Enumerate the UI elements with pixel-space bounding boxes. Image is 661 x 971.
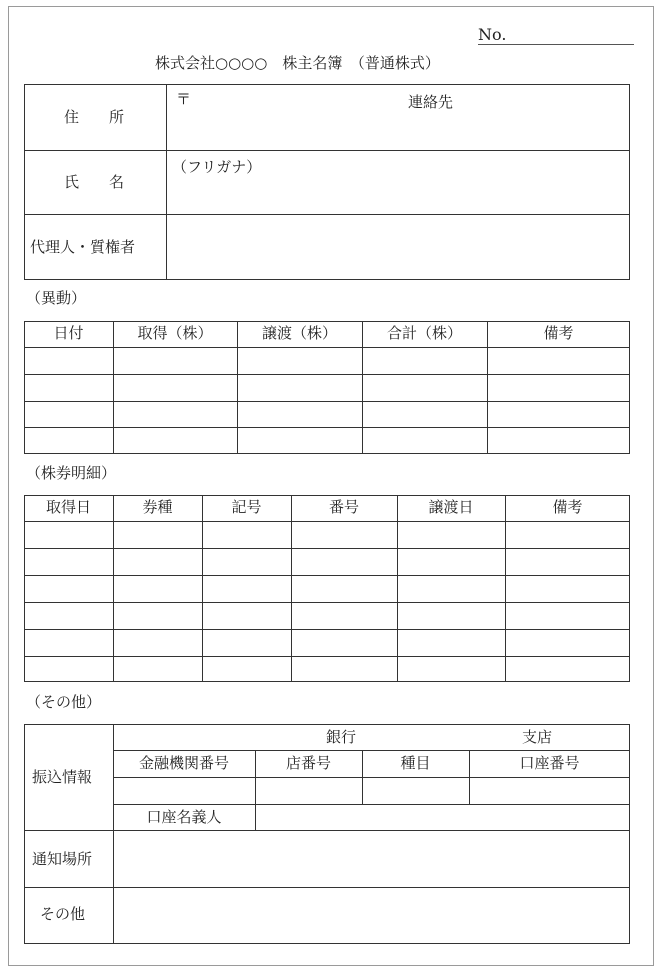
column-divider: [397, 495, 398, 682]
misc-field[interactable]: [114, 888, 629, 943]
agent-label: 代理人・質権者: [30, 238, 136, 256]
changes-col-date: 日付: [53, 324, 84, 342]
row-divider: [24, 401, 630, 402]
account-holder-label: 口座名義人: [146, 808, 222, 826]
column-divider: [505, 495, 506, 682]
bank-name-field[interactable]: [114, 725, 324, 749]
notice-place-label: 通知場所: [32, 850, 93, 868]
row-divider: [24, 347, 630, 348]
misc-label: その他: [40, 905, 86, 923]
transfer-info-label: 振込情報: [32, 768, 93, 786]
name-field[interactable]: [167, 151, 629, 213]
account-holder-field[interactable]: [256, 805, 629, 829]
certificates-table: [24, 495, 630, 682]
page-title: 株式会社○○○○ 株主名簿 （普通株式）: [155, 54, 440, 72]
changes-col-remarks: 備考: [543, 324, 574, 342]
account-number-label: 口座番号: [519, 754, 580, 772]
address-label: 住 所: [64, 108, 125, 126]
column-divider: [202, 495, 203, 682]
cert-col-number: 番号: [328, 498, 359, 516]
row-divider: [24, 427, 630, 428]
row-divider: [24, 656, 630, 657]
changes-col-transferred: 譲渡（株）: [261, 324, 337, 342]
row-divider: [24, 602, 630, 603]
row-divider: [113, 750, 630, 751]
branch-name-field[interactable]: [362, 725, 520, 749]
address-field[interactable]: [167, 85, 629, 149]
changes-section-label: （異動）: [26, 289, 87, 307]
row-divider: [24, 548, 630, 549]
column-divider: [291, 495, 292, 682]
branch-label: 支店: [522, 728, 553, 746]
postal-mark: 〒: [176, 90, 192, 108]
row-divider: [24, 374, 630, 375]
row-divider: [24, 575, 630, 576]
row-divider: [24, 521, 630, 522]
changes-col-total: 合計（株）: [386, 324, 462, 342]
cert-col-remarks: 備考: [552, 498, 583, 516]
certificates-section-label: （株券明細）: [26, 464, 117, 482]
name-label: 氏 名: [64, 173, 125, 191]
row-divider: [113, 777, 630, 778]
cert-col-type: 券種: [142, 498, 173, 516]
account-type-label: 種目: [400, 754, 431, 772]
bank-code-label: 金融機関番号: [138, 754, 229, 772]
cert-col-transfer-date: 譲渡日: [428, 498, 474, 516]
row-divider: [24, 629, 630, 630]
changes-col-acquired: 取得（株）: [137, 324, 213, 342]
no-field-line[interactable]: [478, 44, 634, 45]
column-divider: [113, 495, 114, 682]
bank-label: 銀行: [326, 728, 357, 746]
furigana-label: （フリガナ）: [172, 158, 262, 176]
branch-code-label: 店番号: [285, 754, 331, 772]
agent-field[interactable]: [167, 215, 629, 279]
other-section-label: （その他）: [26, 693, 102, 711]
contact-label: 連絡先: [408, 93, 454, 111]
no-label: No.: [478, 25, 507, 44]
cert-col-acquired-date: 取得日: [45, 498, 91, 516]
cert-col-symbol: 記号: [231, 498, 262, 516]
notice-place-field[interactable]: [114, 831, 629, 886]
